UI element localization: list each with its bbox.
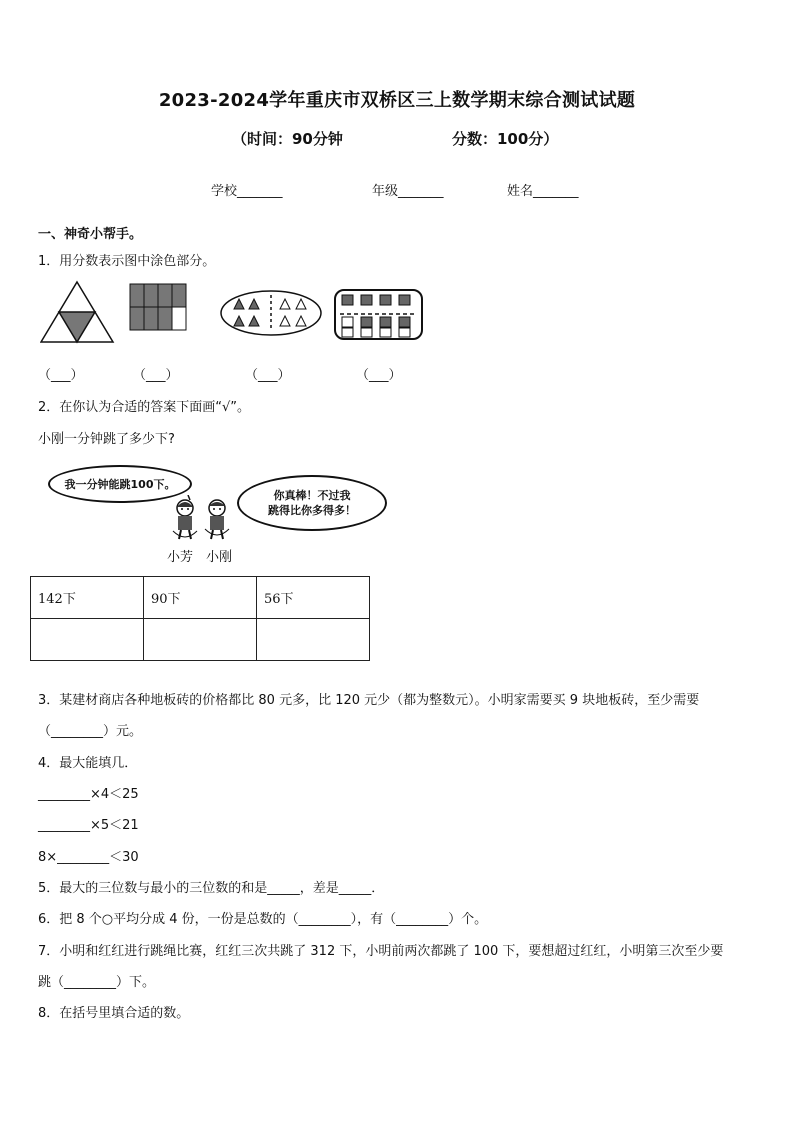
kid-label-xiaogang: 小刚 <box>206 550 233 565</box>
speech-bubble-right <box>237 475 387 531</box>
exam-time: （时间：90分钟 <box>232 130 343 148</box>
grade-field[interactable]: 年级_______ <box>372 184 444 199</box>
kids-illustration <box>170 495 240 540</box>
exam-score: 分数：100分） <box>452 130 559 148</box>
check-cell-90[interactable] <box>144 619 257 661</box>
speech-bubble-right-line-1: 你真棒！不过我 <box>273 489 351 502</box>
question-7-line-2[interactable]: 跳（________）下。 <box>38 975 156 990</box>
page-title: 2023-2024学年重庆市双桥区三上数学期末综合测试试题 <box>158 90 636 111</box>
question-8-text: 8．在括号里填合适的数。 <box>38 1006 190 1021</box>
question-1-text: 1．用分数表示图中涂色部分。 <box>38 254 216 269</box>
school-field[interactable]: 学校_______ <box>211 184 283 199</box>
answer-table <box>30 576 370 661</box>
kid-label-xiaofang: 小芳 <box>167 550 194 565</box>
question-4-text: 4．最大能填几． <box>38 756 138 771</box>
option-56: 56下 <box>257 577 370 619</box>
question-3-line-2[interactable]: （________）元。 <box>38 724 143 739</box>
answer-blank-4[interactable]: （___） <box>356 368 402 383</box>
answer-blank-2[interactable]: （___） <box>133 368 179 383</box>
question-2-text: 2．在你认为合适的答案下面画“√”。 <box>38 400 251 415</box>
section-heading: 一、神奇小帮手。 <box>38 227 143 242</box>
option-90: 90下 <box>144 577 257 619</box>
question-4-item-2[interactable]: ________×5＜21 <box>38 818 139 833</box>
oval-triangles-figure <box>219 289 323 337</box>
check-cell-142[interactable] <box>31 619 144 661</box>
squares-figure <box>334 289 424 341</box>
question-5-text[interactable]: 5．最大的三位数与最小的三位数的和是_____，差是_____． <box>38 881 385 896</box>
option-142: 142下 <box>31 577 144 619</box>
speech-bubble-left: 我一分钟能跳100下。 <box>48 465 192 503</box>
question-3-line-1: 3．某建材商店各种地板砖的价格都比 80 元多，比 120 元少（都为整数元）。小明家需要买 9 块地板砖，至少需要 <box>38 693 700 708</box>
answer-blank-1[interactable]: （___） <box>38 368 84 383</box>
question-6-text[interactable]: 6．把 8 个○平均分成 4 份，一份是总数的（________），有（________）个。 <box>38 912 488 927</box>
grid-figure <box>129 283 189 333</box>
question-4-item-1[interactable]: ________×4＜25 <box>38 787 139 802</box>
question-4-item-3[interactable]: 8×________＜30 <box>38 850 139 865</box>
question-2-prompt: 小刚一分钟跳了多少下? <box>38 432 175 447</box>
speech-bubble-right-line-2: 跳得比你多得多！ <box>268 504 356 517</box>
triangle-figure <box>40 280 115 344</box>
answer-blank-3[interactable]: （___） <box>245 368 291 383</box>
name-field[interactable]: 姓名_______ <box>507 184 579 199</box>
question-7-line-1: 7．小明和红红进行跳绳比赛，红红三次共跳了 312 下，小明前两次都跳了 100 下，要想超过红红，小明第三次至少要 <box>38 944 724 959</box>
check-cell-56[interactable] <box>257 619 370 661</box>
